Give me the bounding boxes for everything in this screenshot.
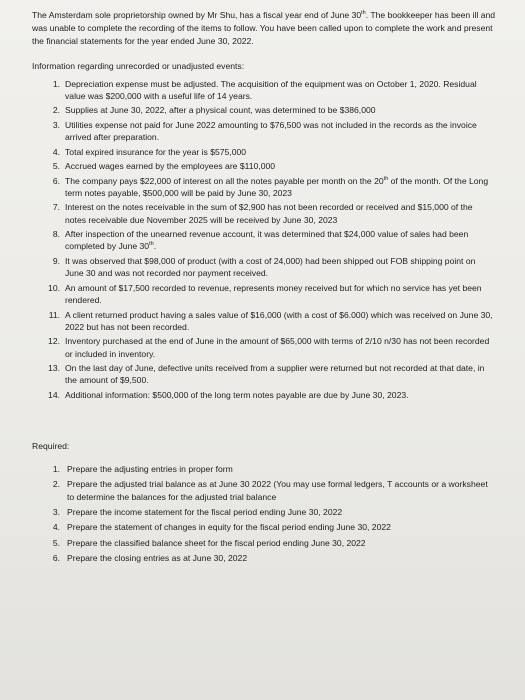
item-text: Supplies at June 30, 2022, after a physical count, was determined to be $386,000: [65, 105, 376, 116]
event-item: [32, 146, 495, 158]
item-text: Accrued wages earned by the employees are $110,000: [65, 161, 276, 172]
event-item: [32, 228, 495, 253]
required-heading: Required:: [32, 441, 70, 452]
intro-text-1: The Amsterdam sole proprietorship owned by Mr Shu, has a fiscal year end of June 30: [32, 10, 362, 20]
event-item: [32, 255, 495, 280]
item-superscript: th: [149, 241, 154, 248]
event-item: [32, 201, 495, 226]
item-text: Prepare the classified balance sheet for the fiscal period ending June 30, 2022: [67, 537, 366, 548]
item-text: Prepare the closing entries as at June 30, 2022: [67, 552, 248, 563]
item-number: 8.: [52, 229, 60, 240]
item-text: Utilities expense not paid for June 2022 amounting to $76,500 was not included in the records as the invoice arrived after preparation.: [65, 119, 477, 143]
item-text: An amount of $17,500 recorded to revenue, represents money received but for which no service has yet been rendered.: [65, 282, 482, 306]
item-text: Prepare the adjusted trial balance as at June 30 2022 (You may use formal ledgers, T accounts or a worksheet to determine the balances for the adjusted trial balance: [67, 479, 488, 502]
item-text: Prepare the adjusting entries in proper form: [67, 464, 233, 475]
item-text: Depreciation expense must be adjusted. The acquisition of the equipment was on October 1, 2020. Residual value was $200,000 with a useful life of 14 years.: [65, 78, 477, 101]
event-item: [32, 175, 495, 200]
item-text: Total expired insurance for the year is $575,000: [65, 146, 247, 157]
item-text: Prepare the statement of changes in equity for the fiscal period ending June 30, 2022: [67, 522, 391, 533]
item-text: Inventory purchased at the end of June in the amount of $65,000 with terms of 2/10 n/30 has not been recorded or included in inventory.: [65, 336, 490, 359]
item-text: On the last day of June, defective units received from a supplier were returned but not recorded at that date, in the amount of $9,500.: [65, 363, 485, 386]
event-item: [32, 160, 495, 172]
event-item: [32, 309, 495, 334]
item-text: A client returned product having a sales value of $16,000 (with a cost of $6.000) which was received on June 30, 2022 but has not been recorded.: [65, 309, 493, 332]
item-number: 1.: [52, 78, 60, 89]
item-number: 11.: [48, 309, 60, 320]
event-item: [32, 78, 495, 103]
item-text-after: .: [153, 241, 157, 252]
item-number: 2.: [52, 479, 60, 490]
item-number: 13.: [48, 363, 60, 374]
item-text: Prepare the income statement for the fiscal period ending June 30, 2022: [67, 507, 343, 518]
event-item: [32, 389, 495, 401]
item-text: After inspection of the unearned revenue account, it was determined that $24,000 value of sales had been completed by June 30: [65, 229, 469, 252]
events-list: [32, 78, 511, 402]
event-item: [32, 282, 495, 307]
item-text-after: of the month. Of the Long term notes payable, $500,000 will be paid by June 30, 2023: [65, 175, 489, 198]
item-number: 3.: [52, 119, 60, 130]
event-item: [32, 335, 495, 360]
item-number: 6.: [52, 552, 60, 563]
event-item: [32, 104, 495, 116]
intro-text-2: . The bookkeeper has been ill and was unable to complete the recording of the items to follow. You have been called upon to complete the work and present the financial statements for the year ended June 30, 2022.: [32, 10, 496, 47]
required-item: [32, 537, 497, 549]
events-heading: Information regarding unrecorded or unadjusted events:: [32, 60, 245, 71]
required-item: [32, 478, 497, 503]
item-superscript: th: [383, 175, 389, 182]
event-item: [32, 119, 495, 144]
item-number: 7.: [52, 202, 60, 213]
required-item: [32, 552, 497, 564]
intro-superscript: th: [361, 10, 366, 17]
item-number: 6.: [52, 175, 60, 186]
item-number: 2.: [52, 105, 60, 116]
item-number: 1.: [52, 464, 60, 475]
required-item: [32, 521, 497, 533]
item-number: 3.: [52, 507, 60, 518]
item-text: Interest on the notes receivable in the sum of $2,900 has not been recorded or received and $15,000 of the notes receivable due November 2025 will be received by June 30, 2023: [65, 202, 473, 225]
item-number: 5.: [52, 537, 60, 548]
item-number: 12.: [48, 336, 60, 347]
event-item: [32, 362, 495, 387]
required-list: [32, 463, 511, 564]
item-number: 14.: [48, 389, 60, 400]
item-text: Additional information: $500,000 of the long term notes payable are due by June 30, 2023.: [65, 389, 409, 400]
required-item: [32, 463, 497, 475]
item-text: It was observed that $98,000 of product (with a cost of 24,000) had been shipped out FOB shipping point on June 30 and was not recorded nor payment received.: [65, 255, 476, 279]
item-text: The company pays $22,000 of interest on all the notes payable per month on the 20: [65, 175, 384, 186]
required-item: [32, 506, 497, 518]
item-number: 5.: [52, 161, 60, 172]
item-number: 4.: [52, 146, 60, 157]
item-number: 10.: [48, 282, 60, 293]
item-number: 4.: [52, 522, 60, 533]
intro-paragraph: [32, 9, 502, 49]
item-number: 9.: [52, 255, 60, 266]
